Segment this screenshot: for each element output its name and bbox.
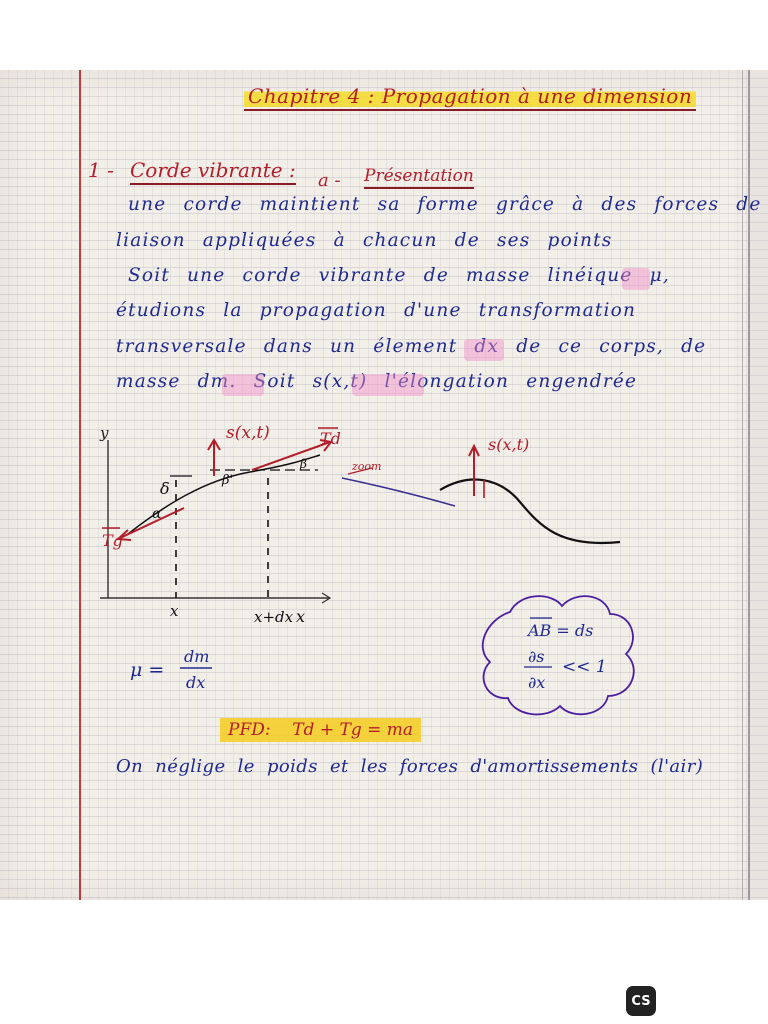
mu-numerator: dm xyxy=(184,647,210,666)
cloud-relation: << 1 xyxy=(562,657,607,677)
paragraph-line-6: masse dm. Soit s(x,t) l'élongation engendrée xyxy=(116,371,638,392)
pfd-equation: Td + Tg = ma xyxy=(292,720,414,740)
zoom-label: zoom xyxy=(352,460,382,473)
pfd-line xyxy=(220,720,421,740)
section-title-text: Corde vibrante : xyxy=(130,158,296,185)
paragraph-line-5: transversale dans un élement dx de ce corps, de xyxy=(116,336,707,357)
paragraph-line-3-text: Soit une corde vibrante de masse linéique μ, xyxy=(128,265,670,286)
subsection-letter: a - xyxy=(318,170,341,191)
final-line: On néglige le poids et les forces d'amortissements (l'air) xyxy=(116,756,704,777)
string-curve xyxy=(128,455,320,534)
subsection-title-text: Présentation xyxy=(364,166,474,189)
pfd-label: PFD: xyxy=(228,720,271,740)
zoomed-curve xyxy=(440,480,620,543)
beta-label: β xyxy=(300,457,307,471)
paragraph-line-1: une corde maintient sa forme grâce à des forces de xyxy=(128,194,762,215)
x-axis-label: x xyxy=(296,607,306,626)
beta-prime-label: β' xyxy=(222,473,234,488)
zoom-line xyxy=(342,478,455,506)
s-label: s(x,t) xyxy=(226,423,270,443)
camscanner-logo: CS xyxy=(626,986,656,1016)
alpha-label: α xyxy=(152,506,162,522)
pfd-highlight xyxy=(220,718,421,742)
cloud-denominator: ∂x xyxy=(528,673,546,692)
td-label: Td xyxy=(320,429,341,448)
cloud-numerator: ∂s xyxy=(528,647,545,666)
chapter-title-text: Chapitre 4 : Propagation à une dimension xyxy=(244,84,696,111)
mu-denominator: dx xyxy=(186,673,206,692)
cloud-line-1: AB = ds xyxy=(528,621,594,640)
delta-label: δ xyxy=(160,479,170,498)
mu-lhs: μ = xyxy=(130,659,165,681)
tg-label: Tg xyxy=(102,531,123,550)
section-number: 1 - xyxy=(88,158,114,182)
x-tick-label: x xyxy=(170,602,179,620)
right-s-label: s(x,t) xyxy=(488,435,530,454)
paragraph-line-4: étudions la propagation d'une transformation xyxy=(116,300,637,321)
paragraph-line-2: liaison appliquées à chacun de ses points xyxy=(116,230,613,251)
cloud-note-outline xyxy=(483,596,634,714)
y-axis-label: y xyxy=(100,424,109,442)
x-dx-tick-label: x+dx xyxy=(254,608,294,626)
